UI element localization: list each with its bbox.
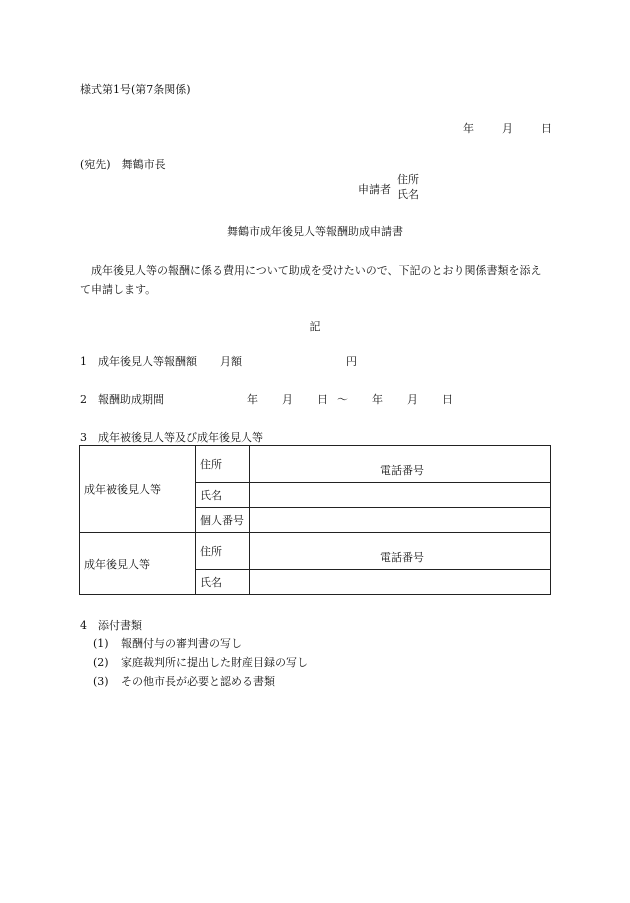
form-number: 様式第1号(第7条関係) (80, 83, 191, 96)
item-1-number: 1 (80, 355, 87, 368)
item-2-year: 年 (247, 393, 258, 406)
item-2-month-end: 月 (407, 393, 418, 406)
item-2-day-end: 日 (442, 393, 453, 406)
item-1-label: 成年後見人等報酬額 (98, 355, 197, 368)
item-4 (80, 617, 142, 633)
attachment-1-number: (1) (93, 637, 109, 650)
ward-personal-number-cell (250, 508, 551, 533)
item-2-day: 日 (317, 393, 328, 406)
attachment-1 (93, 635, 242, 651)
ward-name-cell (250, 483, 551, 508)
ward-address-cell (250, 446, 551, 483)
item-3-number: 3 (80, 431, 87, 444)
item-2-number: 2 (80, 393, 87, 406)
body-text: 成年後見人等の報酬に係る費用について助成を受けたいので、下記のとおり関係書類を添えて申請します。 (80, 264, 542, 296)
item-3-label: 成年被後見人等及び成年後見人等 (98, 431, 263, 444)
attachment-3-number: (3) (93, 675, 109, 688)
applicant-name-label: 氏名 (397, 188, 419, 201)
guardian-address-label: 住所 (196, 533, 250, 570)
date-month: 月 (502, 122, 513, 135)
guardian-address-cell (250, 533, 551, 570)
attachment-2-number: (2) (93, 656, 109, 669)
attachment-2-text: 家庭裁判所に提出した財産目録の写し (121, 656, 308, 669)
attachment-2 (93, 654, 308, 670)
date-year: 年 (463, 122, 474, 135)
ward-personal-number-label: 個人番号 (196, 508, 250, 533)
date-line (463, 120, 552, 136)
guardian-header: 成年後見人等 (80, 533, 196, 595)
item-4-number: 4 (80, 619, 87, 632)
item-1 (80, 353, 357, 369)
applicant-address-label: 住所 (397, 173, 419, 186)
ward-name-label: 氏名 (196, 483, 250, 508)
item-1-yen: 円 (346, 355, 357, 368)
item-2-label: 報酬助成期間 (98, 393, 164, 406)
applicant-label: 申請者 (358, 183, 391, 196)
document-title: 舞鶴市成年後見人等報酬助成申請書 (227, 225, 403, 238)
ward-address-label: 住所 (196, 446, 250, 483)
attachment-3 (93, 673, 275, 689)
attachment-3-text: その他市長が必要と認める書類 (121, 675, 275, 688)
guardian-name-label: 氏名 (196, 570, 250, 595)
item-1-monthly: 月額 (220, 355, 242, 368)
item-2-month: 月 (282, 393, 293, 406)
item-3 (80, 429, 263, 445)
item-2 (80, 391, 453, 407)
applicant-fields (397, 172, 419, 202)
item-4-label: 添付書類 (98, 619, 142, 632)
persons-table (79, 445, 551, 595)
addressee: (宛先) 舞鶴市長 (80, 158, 166, 171)
guardian-name-cell (250, 570, 551, 595)
ward-header: 成年被後見人等 (80, 446, 196, 533)
item-2-tilde: ～ (337, 393, 348, 406)
item-2-year-end: 年 (372, 393, 383, 406)
ki-heading: 記 (309, 320, 321, 333)
date-day: 日 (541, 122, 552, 135)
attachment-1-text: 報酬付与の審判書の写し (121, 637, 242, 650)
guardian-phone-label: 電話番号 (380, 551, 424, 564)
ward-phone-label: 電話番号 (380, 464, 424, 477)
